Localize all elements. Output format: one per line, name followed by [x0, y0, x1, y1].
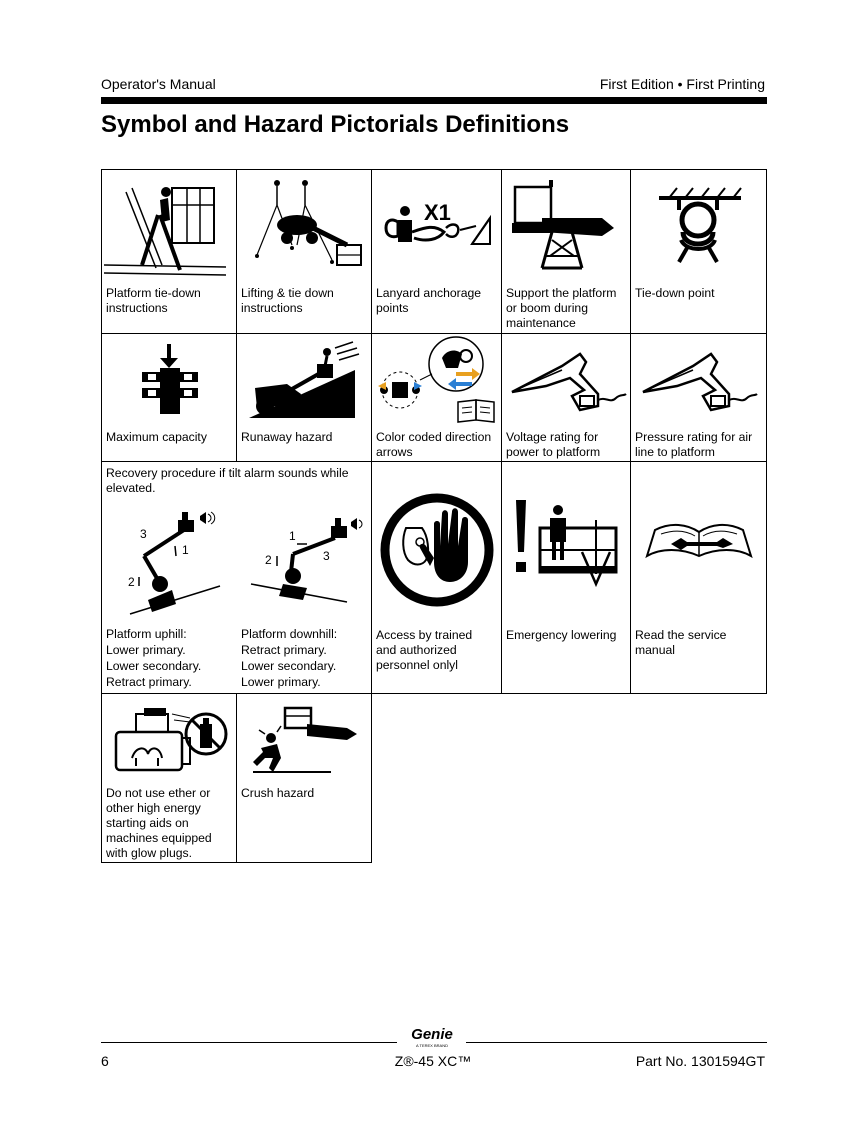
lifting-tiedown-icon: [237, 170, 371, 285]
access-trained-personnel-icon: [372, 462, 501, 622]
cell-tiedown-point: [630, 169, 767, 334]
service-manual-icon: [631, 462, 766, 622]
caption: Color coded direction arrows: [376, 430, 492, 459]
caption: Lanyard anchorage points: [376, 286, 482, 315]
caption: Crush hazard: [241, 786, 315, 800]
cell-color-arrows: [371, 333, 502, 462]
runaway-hazard-icon: [237, 334, 371, 429]
platform-downhill-icon: [247, 504, 367, 616]
cell-service-manual: [630, 461, 767, 694]
downhill-step-1: 1: [289, 529, 296, 543]
header-edition: First Edition • First Printing: [599, 76, 765, 92]
cell-ether: [101, 693, 237, 863]
footer-rule-right: [466, 1042, 767, 1043]
caption: Do not use ether or other high energy starting aids on machines equipped with glow plugs.: [106, 786, 212, 860]
caption: Access by trained and authorized personnel onlyl: [376, 628, 473, 672]
support-platform-icon: [502, 170, 630, 285]
platform-uphill-icon: [120, 504, 230, 616]
uphill-line: Lower secondary.: [106, 659, 202, 673]
lanyard-x1-mark: X1: [424, 200, 451, 225]
cell-recovery: [101, 461, 372, 694]
max-capacity-icon: [102, 334, 236, 429]
cell-platform-tiedown: [101, 169, 237, 334]
uphill-line: Retract primary.: [106, 675, 192, 689]
caption: Emergency lowering: [506, 628, 617, 642]
uphill-step-2: 2: [128, 575, 135, 589]
cell-support: [501, 169, 631, 334]
footer-rule-left: [101, 1042, 397, 1043]
part-number: Part No. 1301594GT: [635, 1053, 765, 1069]
caption: Lifting & tie down instructions: [241, 286, 334, 315]
cell-runaway: [236, 333, 372, 462]
voltage-rating-icon: [502, 334, 630, 429]
crush-hazard-icon: [237, 694, 371, 789]
platform-tiedown-icon: [102, 170, 236, 285]
uphill-step-1: 1: [182, 543, 189, 557]
cell-pressure: [630, 333, 767, 462]
cell-lifting-tiedown: [236, 169, 372, 334]
cell-emergency: [501, 461, 631, 694]
cell-voltage: [501, 333, 631, 462]
caption: Pressure rating for air line to platform: [635, 430, 753, 459]
downhill-step-2: 2: [265, 553, 272, 567]
header-rule: [101, 97, 767, 104]
model-name: Z®-45 XC™: [394, 1053, 472, 1069]
no-ether-icon: [102, 694, 236, 789]
pressure-rating-icon: [631, 334, 766, 429]
lanyard-anchorage-icon: [372, 170, 501, 285]
page-number: 6: [101, 1053, 109, 1069]
genie-logo-sub: A TEREX BRAND: [416, 1043, 448, 1048]
page-title: Symbol and Hazard Pictorials Definitions: [101, 111, 570, 138]
genie-logo: Genie: [411, 1026, 453, 1043]
cell-access: [371, 461, 502, 694]
cell-lanyard: [371, 169, 502, 334]
uphill-line: Platform uphill:: [106, 627, 187, 641]
downhill-line: Retract primary.: [241, 643, 327, 657]
downhill-step-3: 3: [323, 549, 330, 563]
caption: Tie-down point: [635, 286, 715, 300]
uphill-line: Lower primary.: [106, 643, 186, 657]
downhill-line: Platform downhill:: [241, 627, 338, 641]
caption: Maximum capacity: [106, 430, 207, 444]
cell-max-capacity: [101, 333, 237, 462]
caption: Voltage rating for power to platform: [506, 430, 601, 459]
caption: Runaway hazard: [241, 430, 333, 444]
emergency-lowering-icon: [502, 462, 630, 622]
downhill-line: Lower secondary.: [241, 659, 337, 673]
caption: Support the platform or boom during maintenance: [506, 286, 617, 330]
downhill-line: Lower primary.: [241, 675, 321, 689]
cell-crush: [236, 693, 372, 863]
recovery-heading: Recovery procedure if tilt alarm sounds while elevated.: [106, 466, 349, 495]
caption: Platform tie-down instructions: [106, 286, 201, 315]
uphill-step-3: 3: [140, 527, 147, 541]
header-manual-title: Operator's Manual: [101, 76, 216, 92]
caption: Read the service manual: [635, 628, 727, 657]
downhill-steps-text: [241, 626, 371, 690]
color-direction-arrows-icon: [372, 334, 501, 429]
tiedown-point-icon: [631, 170, 766, 285]
uphill-steps-text: [106, 626, 236, 690]
